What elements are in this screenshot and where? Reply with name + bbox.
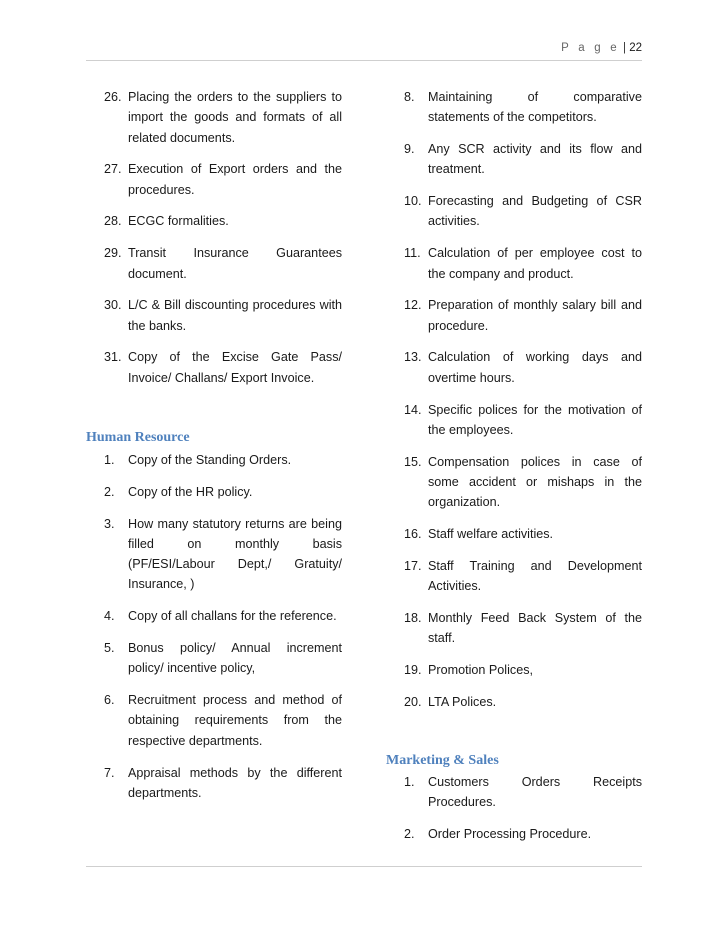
item-text: Customers Orders Receipts Procedures. [428, 775, 642, 810]
item-text: ECGC formalities. [128, 214, 229, 229]
item-text: Copy of the HR policy. [128, 484, 253, 499]
item-number: 26. [104, 90, 122, 104]
page-header [86, 42, 642, 60]
list-item [404, 452, 642, 513]
footer-rule [86, 866, 642, 867]
item-text: Compensation polices in case of some accident or mishaps in the organization. [428, 454, 642, 510]
item-number: 17. [404, 558, 422, 573]
list-item [404, 243, 642, 284]
item-number: 30. [104, 298, 122, 313]
list-item [104, 450, 342, 470]
item-text: Maintaining of comparative statements of the competitors. [428, 90, 642, 125]
list-item [104, 87, 342, 148]
item-text: How many statutory returns are being filled on monthly basis (PF/ESI/Labour Dept,/ Gratuity/ Insurance, ) [128, 516, 342, 592]
item-text: Staff Training and Development Activities. [428, 558, 642, 594]
item-text: Copy of all challans for the reference. [128, 609, 337, 624]
page-label: P a g e [561, 42, 620, 54]
item-number: 5. [104, 641, 115, 656]
item-text: Staff welfare activities. [428, 527, 554, 542]
item-text: L/C & Bill discounting procedures with the banks. [128, 298, 342, 333]
list-item [104, 690, 342, 751]
page-number: 22 [629, 42, 642, 54]
item-text: Calculation of working days and overtime hours. [428, 350, 642, 385]
item-number: 18. [404, 610, 422, 625]
header-rule [86, 60, 642, 61]
item-number: 31. [104, 350, 122, 365]
list-item [404, 139, 642, 180]
item-number: 20. [404, 694, 422, 709]
list-item [404, 87, 642, 128]
section-heading-marketing-sales: Marketing & Sales [386, 753, 499, 768]
human-resource-list [104, 450, 342, 815]
item-number: 2. [404, 827, 415, 842]
list-item [404, 692, 642, 712]
item-text: Forecasting and Budgeting of CSR activities. [428, 194, 642, 229]
item-text: Placing the orders to the suppliers to import the goods and formats of all related documents. [128, 90, 342, 145]
list-item [404, 295, 642, 336]
list-item [104, 482, 342, 502]
item-text: Promotion Polices, [428, 663, 533, 678]
item-number: 3. [104, 516, 115, 531]
list-item [404, 524, 642, 544]
item-text: Bonus policy/ Annual increment policy/ incentive policy, [128, 641, 342, 676]
item-number: 2. [104, 484, 115, 499]
list-item [104, 606, 342, 626]
item-text: LTA Polices. [428, 694, 497, 709]
page-separator: | [623, 42, 626, 54]
list-item [404, 556, 642, 597]
item-number: 28. [104, 214, 122, 229]
item-number: 12. [404, 298, 422, 313]
marketing-sales-list [404, 772, 642, 856]
list-item [404, 400, 642, 441]
item-text: Preparation of monthly salary bill and procedure. [428, 298, 642, 333]
list-item [104, 763, 342, 804]
item-number: 19. [404, 663, 422, 678]
item-number: 8. [404, 90, 415, 104]
item-number: 4. [104, 609, 115, 624]
section-heading-human-resource: Human Resource [86, 430, 190, 445]
list-item [404, 191, 642, 232]
item-text: Copy of the Excise Gate Pass/ Invoice/ Challans/ Export Invoice. [128, 350, 342, 385]
list-item [104, 347, 342, 388]
list-item [104, 211, 342, 231]
item-number: 6. [104, 693, 115, 708]
item-number: 1. [104, 453, 115, 467]
list-item [104, 514, 342, 595]
item-text: Specific polices for the motivation of the employees. [428, 402, 642, 437]
item-number: 1. [404, 775, 415, 789]
item-text: Appraisal methods by the different departments. [128, 765, 342, 800]
list-item [404, 772, 642, 813]
right-column-list [404, 87, 642, 724]
item-number: 29. [104, 246, 122, 261]
item-number: 10. [404, 194, 422, 209]
item-number: 11. [404, 246, 421, 261]
item-text: Copy of the Standing Orders. [128, 453, 292, 467]
item-number: 16. [404, 527, 422, 542]
item-number: 14. [404, 402, 422, 417]
list-item [104, 159, 342, 200]
item-number: 27. [104, 162, 122, 177]
item-text: Monthly Feed Back System of the staff. [428, 610, 642, 646]
list-item [404, 347, 642, 388]
item-text: Order Processing Procedure. [428, 827, 592, 842]
list-item [104, 243, 342, 284]
left-column-list [104, 87, 342, 400]
list-item [104, 295, 342, 336]
item-number: 13. [404, 350, 422, 365]
item-text: Recruitment process and method of obtaining requirements from the respective departments. [128, 693, 342, 748]
item-number: 7. [104, 765, 115, 780]
list-item [404, 608, 642, 649]
list-item [404, 660, 642, 680]
item-text: Execution of Export orders and the procedures. [128, 162, 342, 197]
item-text: Any SCR activity and its flow and treatment. [428, 142, 642, 177]
list-item [404, 824, 642, 844]
item-number: 9. [404, 142, 415, 157]
list-item [104, 638, 342, 679]
item-text: Transit Insurance Guarantees document. [128, 246, 342, 281]
item-text: Calculation of per employee cost to the company and product. [428, 246, 642, 281]
item-number: 15. [404, 454, 422, 469]
